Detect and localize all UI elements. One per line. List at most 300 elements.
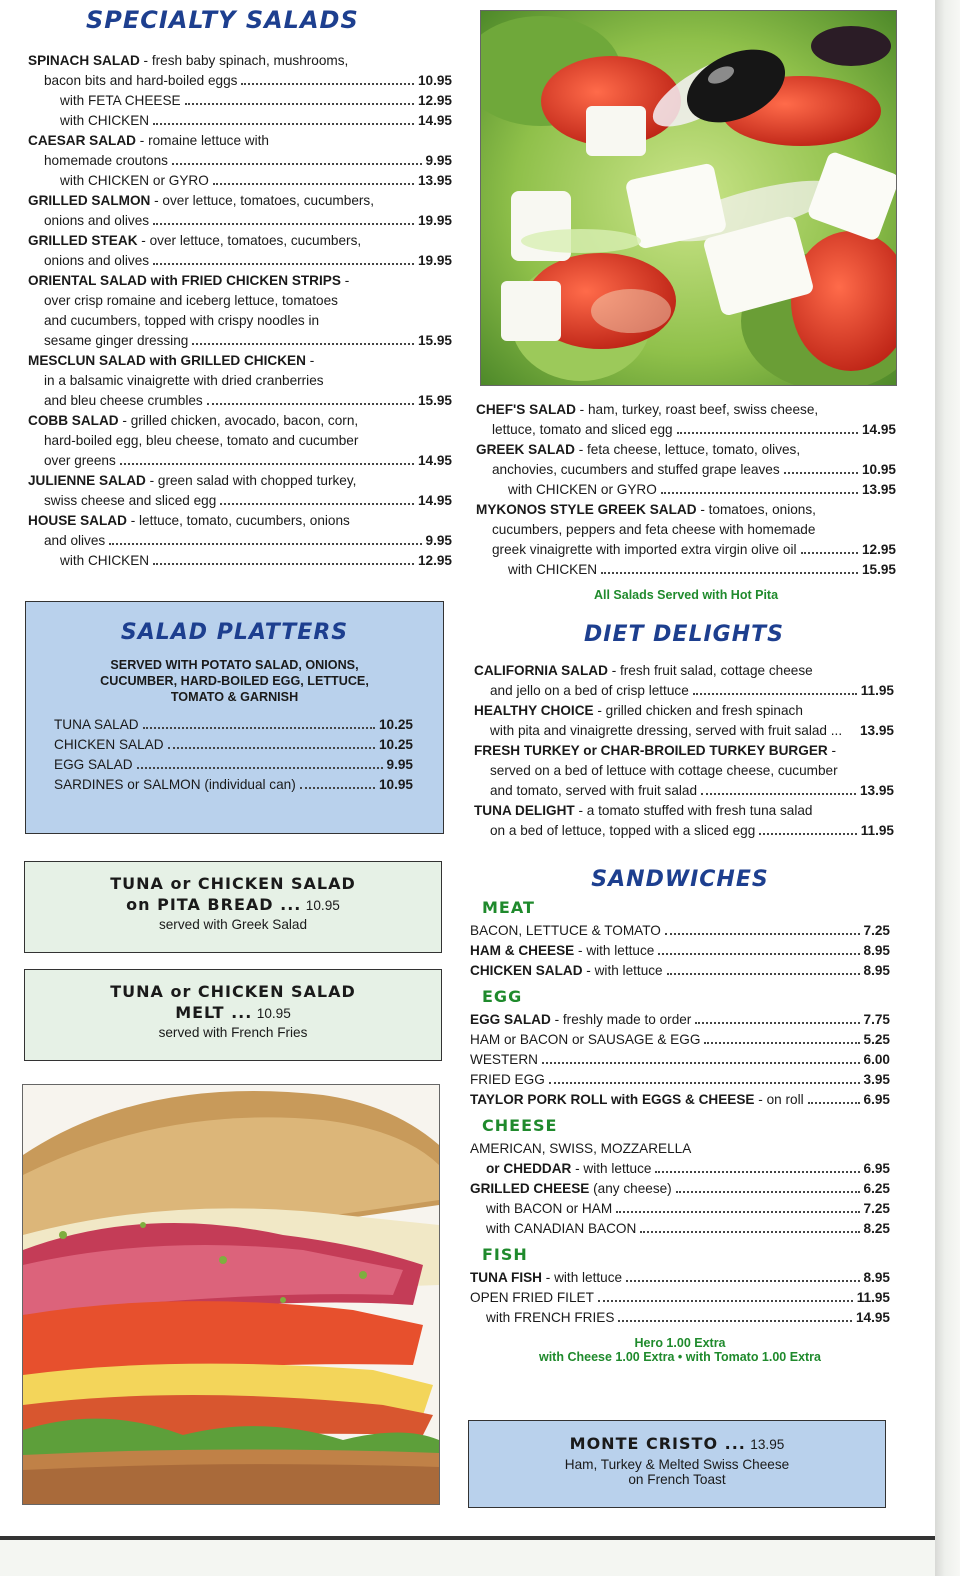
menu-line bbox=[54, 735, 413, 755]
sandwich-group-label: FISH bbox=[482, 1245, 528, 1264]
menu-item bbox=[28, 131, 452, 191]
menu-line bbox=[28, 71, 452, 91]
sandwich-extras-line2: with Cheese 1.00 Extra • with Tomato 1.00 Extra bbox=[538, 1350, 822, 1364]
menu-line bbox=[28, 91, 452, 111]
sandwich-group-label: CHEESE bbox=[482, 1116, 558, 1135]
menu-item-name: CALIFORNIA SALAD bbox=[474, 663, 608, 678]
menu-item-name: GRILLED SALMON bbox=[28, 193, 151, 208]
dot-leader bbox=[153, 223, 414, 225]
menu-line-text: lettuce, tomato and sliced egg bbox=[492, 422, 673, 437]
menu-line bbox=[28, 551, 452, 571]
dot-leader bbox=[626, 1280, 859, 1282]
menu-item bbox=[474, 741, 894, 801]
diet-delights-list bbox=[474, 661, 894, 841]
monte-cristo-line3: on French Toast bbox=[628, 1472, 726, 1487]
menu-item-price: 8.95 bbox=[863, 1270, 890, 1285]
menu-item-desc: - fresh baby spinach, mushrooms, bbox=[139, 53, 349, 68]
menu-line bbox=[28, 271, 452, 291]
menu-line-text bbox=[474, 661, 813, 681]
dot-leader bbox=[661, 492, 858, 494]
salad-platters-subtitle bbox=[26, 657, 443, 705]
menu-item-name: MESCLUN SALAD with GRILLED CHICKEN bbox=[28, 353, 306, 368]
menu-item-desc: - with lettuce bbox=[542, 1270, 623, 1285]
menu-item bbox=[28, 191, 452, 231]
menu-item-desc: - bbox=[305, 353, 315, 368]
menu-line-text: over crisp romaine and iceberg lettuce, tomatoes bbox=[44, 293, 338, 308]
menu-line bbox=[470, 1219, 890, 1239]
menu-line bbox=[28, 531, 452, 551]
menu-line bbox=[28, 111, 452, 131]
menu-line bbox=[28, 231, 452, 251]
menu-line bbox=[28, 171, 452, 191]
menu-line-text bbox=[474, 801, 812, 821]
menu-line bbox=[28, 291, 452, 311]
menu-line-text bbox=[470, 961, 663, 981]
menu-item-price: 19.95 bbox=[417, 253, 452, 268]
menu-line bbox=[476, 560, 896, 580]
menu-line-text: and tomato, served with fruit salad bbox=[490, 783, 698, 798]
menu-line-text bbox=[476, 400, 818, 420]
menu-item bbox=[476, 400, 896, 440]
menu-item-price: 8.25 bbox=[863, 1221, 890, 1236]
menu-item-price: 6.95 bbox=[863, 1161, 890, 1176]
dot-leader bbox=[549, 1082, 860, 1084]
menu-item-desc: - over lettuce, tomatoes, cucumbers, bbox=[150, 193, 374, 208]
menu-item bbox=[474, 661, 894, 701]
menu-item-price: 10.95 bbox=[861, 462, 896, 477]
menu-line bbox=[470, 921, 890, 941]
menu-item-name: HEALTHY CHOICE bbox=[474, 703, 594, 718]
dot-leader bbox=[168, 747, 375, 749]
menu-line bbox=[28, 511, 452, 531]
dot-leader bbox=[137, 767, 383, 769]
specialty-salads-title: SPECIALTY SALADS bbox=[86, 6, 359, 34]
menu-line-text bbox=[28, 191, 374, 211]
menu-line bbox=[476, 500, 896, 520]
menu-line-text: with CHICKEN bbox=[60, 113, 150, 128]
dot-leader bbox=[695, 1022, 859, 1024]
menu-item-desc: - grilled chicken and fresh spinach bbox=[593, 703, 803, 718]
menu-item-desc: - with lettuce bbox=[571, 1161, 652, 1176]
menu-line-text: in a balsamic vinaigrette with dried cranberries bbox=[44, 373, 324, 388]
menu-item-price: 11.95 bbox=[856, 1290, 890, 1305]
menu-item-price: 11.95 bbox=[860, 683, 894, 698]
page-bottom-rule bbox=[0, 1536, 935, 1540]
menu-line bbox=[28, 471, 452, 491]
menu-line-text: and jello on a bed of crisp lettuce bbox=[490, 683, 689, 698]
menu-line-text: AMERICAN, SWISS, MOZZARELLA bbox=[470, 1141, 692, 1156]
menu-line bbox=[470, 941, 890, 961]
tuna-pita-line3: served with Greek Salad bbox=[158, 917, 308, 932]
dot-leader bbox=[300, 787, 375, 789]
sandwich-group bbox=[470, 1268, 890, 1328]
menu-item-price: 9.95 bbox=[386, 757, 413, 772]
sandwich-group bbox=[470, 921, 890, 981]
menu-item-name: CAESAR SALAD bbox=[28, 133, 136, 148]
menu-item-price: 7.25 bbox=[863, 1201, 890, 1216]
menu-item bbox=[28, 351, 452, 411]
dot-leader bbox=[693, 693, 857, 695]
menu-line-text: FRIED EGG bbox=[470, 1072, 545, 1087]
menu-line bbox=[28, 391, 452, 411]
menu-line-text bbox=[28, 231, 361, 251]
menu-line-text: and olives bbox=[44, 533, 106, 548]
tuna-pita-line1: TUNA or CHICKEN SALAD bbox=[110, 874, 356, 893]
menu-item-desc: - on roll bbox=[754, 1092, 804, 1107]
tuna-melt-line2: MELT ... bbox=[175, 1003, 253, 1022]
sandwich-group bbox=[470, 1139, 890, 1239]
menu-line bbox=[474, 721, 894, 741]
menu-item-price: 15.95 bbox=[417, 333, 452, 348]
menu-item-price: 7.25 bbox=[863, 923, 890, 938]
menu-item-price: 9.95 bbox=[425, 153, 452, 168]
menu-item-name: HOUSE SALAD bbox=[28, 513, 127, 528]
menu-item bbox=[28, 231, 452, 271]
menu-item bbox=[28, 271, 452, 351]
menu-line bbox=[54, 715, 413, 735]
dot-leader bbox=[120, 463, 414, 465]
menu-line-text: served on a bed of lettuce with cottage cheese, cucumber bbox=[490, 763, 838, 778]
menu-item-price: 14.95 bbox=[417, 453, 452, 468]
menu-item-desc: (any cheese) bbox=[589, 1181, 672, 1196]
monte-cristo-price: 13.95 bbox=[750, 1437, 785, 1452]
menu-line-text: with FRENCH FRIES bbox=[486, 1310, 615, 1325]
right-salads-list bbox=[476, 400, 896, 580]
menu-line-text bbox=[28, 411, 358, 431]
menu-item-desc: - fresh fruit salad, cottage cheese bbox=[607, 663, 813, 678]
menu-line bbox=[474, 761, 894, 781]
dot-leader bbox=[153, 263, 414, 265]
sandwich-group-label: EGG bbox=[482, 987, 523, 1006]
menu-item bbox=[474, 801, 894, 841]
menu-item bbox=[476, 440, 896, 500]
menu-line-text: EGG SALAD bbox=[54, 757, 133, 772]
dot-leader bbox=[618, 1320, 852, 1322]
menu-item-name: JULIENNE SALAD bbox=[28, 473, 146, 488]
menu-item-price: 13.95 bbox=[859, 723, 894, 738]
dot-leader bbox=[677, 432, 858, 434]
salads-served-note: All Salads Served with Hot Pita bbox=[593, 588, 779, 602]
menu-line-text: with CHICKEN or GYRO bbox=[508, 482, 657, 497]
menu-line bbox=[28, 331, 452, 351]
salad-platters-title: SALAD PLATTERS bbox=[120, 620, 349, 645]
menu-item-price: 14.95 bbox=[417, 493, 452, 508]
menu-line bbox=[28, 351, 452, 371]
dot-leader bbox=[207, 403, 414, 405]
menu-item-name: SPINACH SALAD bbox=[28, 53, 140, 68]
menu-line-text: WESTERN bbox=[470, 1052, 538, 1067]
dot-leader bbox=[185, 103, 414, 105]
tuna-melt-line2-wrap bbox=[25, 1003, 441, 1023]
menu-item-price: 8.95 bbox=[863, 943, 890, 958]
menu-line bbox=[476, 480, 896, 500]
menu-item-name: GREEK SALAD bbox=[476, 442, 575, 457]
menu-item-price: 3.95 bbox=[863, 1072, 890, 1087]
menu-line bbox=[474, 661, 894, 681]
menu-item-price: 12.95 bbox=[417, 553, 452, 568]
menu-item-price: 15.95 bbox=[861, 562, 896, 577]
menu-line bbox=[476, 420, 896, 440]
menu-item bbox=[474, 701, 894, 741]
menu-item-price: 14.95 bbox=[855, 1310, 890, 1325]
menu-line-text: OPEN FRIED FILET bbox=[470, 1290, 594, 1305]
menu-line bbox=[476, 520, 896, 540]
menu-item-desc: - lettuce, tomato, cucumbers, onions bbox=[126, 513, 350, 528]
sandwich-group-label: MEAT bbox=[482, 898, 535, 917]
menu-line-text: with pita and vinaigrette dressing, served with fruit salad ... bbox=[490, 723, 843, 738]
menu-item-price: 10.95 bbox=[417, 73, 452, 88]
menu-line-text: with BACON or HAM bbox=[486, 1201, 613, 1216]
sandwich-extras-line1: Hero 1.00 Extra bbox=[634, 1336, 726, 1350]
menu-item-price: 12.95 bbox=[417, 93, 452, 108]
menu-item-desc: - with lettuce bbox=[582, 963, 663, 978]
monte-cristo-title-wrap bbox=[469, 1434, 885, 1454]
dot-leader bbox=[598, 1300, 853, 1302]
monte-cristo-box bbox=[468, 1420, 886, 1508]
menu-line bbox=[476, 400, 896, 420]
menu-line bbox=[476, 540, 896, 560]
menu-item-name: TAYLOR PORK ROLL with EGGS & CHEESE bbox=[470, 1092, 755, 1107]
menu-item-name: ORIENTAL SALAD with FRIED CHICKEN STRIPS bbox=[28, 273, 341, 288]
menu-line bbox=[470, 1288, 890, 1308]
dot-leader bbox=[701, 793, 856, 795]
menu-line bbox=[28, 431, 452, 451]
menu-line-text: onions and olives bbox=[44, 253, 150, 268]
menu-item-desc: - grilled chicken, avocado, bacon, corn, bbox=[118, 413, 359, 428]
platter-subtitle-line: TOMATO & GARNISH bbox=[170, 690, 299, 704]
diet-delights-title: DIET DELIGHTS bbox=[584, 622, 784, 647]
menu-line-text: sesame ginger dressing bbox=[44, 333, 189, 348]
menu-line-text bbox=[470, 1090, 804, 1110]
menu-item-price: 5.25 bbox=[863, 1032, 890, 1047]
menu-line bbox=[476, 460, 896, 480]
dot-leader bbox=[665, 933, 860, 935]
specialty-salads-section bbox=[28, 6, 452, 571]
menu-line-text: BACON, LETTUCE & TOMATO bbox=[470, 923, 661, 938]
menu-item-desc: - freshly made to order bbox=[550, 1012, 692, 1027]
menu-item-desc: - romaine lettuce with bbox=[136, 133, 269, 148]
menu-line-text: greek vinaigrette with imported extra virgin olive oil bbox=[492, 542, 797, 557]
menu-item-price: 10.25 bbox=[378, 737, 413, 752]
menu-item bbox=[28, 471, 452, 511]
menu-line bbox=[28, 451, 452, 471]
greek-salad-photo bbox=[480, 10, 897, 386]
menu-line bbox=[28, 371, 452, 391]
menu-line bbox=[474, 781, 894, 801]
menu-line-text: over greens bbox=[44, 453, 116, 468]
dot-leader bbox=[542, 1062, 860, 1064]
menu-line bbox=[28, 131, 452, 151]
dot-leader bbox=[153, 123, 414, 125]
menu-line bbox=[470, 961, 890, 981]
dot-leader bbox=[241, 83, 413, 85]
menu-line bbox=[28, 251, 452, 271]
menu-line-text bbox=[486, 1159, 651, 1179]
menu-item-price: 14.95 bbox=[861, 422, 896, 437]
dot-leader bbox=[601, 572, 858, 574]
menu-item-desc: - over lettuce, tomatoes, cucumbers, bbox=[137, 233, 362, 248]
tuna-melt-line1: TUNA or CHICKEN SALAD bbox=[110, 982, 356, 1001]
dot-leader bbox=[172, 163, 422, 165]
dot-leader bbox=[640, 1231, 859, 1233]
menu-line-text bbox=[470, 1179, 672, 1199]
menu-line bbox=[54, 755, 413, 775]
right-salads-section bbox=[476, 400, 896, 602]
sandwich-group bbox=[470, 1010, 890, 1110]
tuna-pita-box bbox=[24, 861, 442, 953]
menu-line bbox=[470, 1268, 890, 1288]
sandwiches-list bbox=[470, 898, 890, 1328]
sandwich-photo bbox=[22, 1084, 440, 1505]
menu-item bbox=[28, 51, 452, 131]
menu-item-price: 6.25 bbox=[863, 1181, 890, 1196]
menu-line-text bbox=[470, 1268, 622, 1288]
menu-line bbox=[470, 1179, 890, 1199]
menu-line-text bbox=[28, 51, 348, 71]
menu-line-text: with CANADIAN BACON bbox=[486, 1221, 637, 1236]
monte-cristo-line2: Ham, Turkey & Melted Swiss Cheese bbox=[564, 1457, 790, 1472]
menu-line bbox=[28, 51, 452, 71]
menu-line-text: with CHICKEN bbox=[508, 562, 598, 577]
menu-line bbox=[474, 821, 894, 841]
menu-line-text bbox=[28, 131, 269, 151]
menu-item-desc: - green salad with chopped turkey, bbox=[145, 473, 357, 488]
menu-item-price: 7.75 bbox=[863, 1012, 890, 1027]
sandwich-illustration bbox=[23, 1085, 439, 1504]
menu-line-text: HAM or BACON or SAUSAGE & EGG bbox=[470, 1032, 701, 1047]
menu-item-desc: - ham, turkey, roast beef, swiss cheese, bbox=[575, 402, 819, 417]
dot-leader bbox=[153, 563, 414, 565]
menu-line bbox=[474, 701, 894, 721]
menu-line bbox=[28, 151, 452, 171]
menu-line bbox=[470, 1030, 890, 1050]
dot-leader bbox=[658, 953, 859, 955]
menu-line bbox=[470, 1139, 890, 1159]
dot-leader bbox=[655, 1171, 859, 1173]
dot-leader bbox=[667, 973, 860, 975]
menu-item-price: 14.95 bbox=[417, 113, 452, 128]
tuna-pita-line2: on PITA BREAD ... bbox=[126, 895, 302, 914]
menu-line bbox=[476, 440, 896, 460]
dot-leader bbox=[784, 472, 858, 474]
salad-illustration bbox=[481, 11, 896, 385]
menu-line-text: hard-boiled egg, bleu cheese, tomato and cucumber bbox=[44, 433, 359, 448]
menu-line-text: and cucumbers, topped with crispy noodles in bbox=[44, 313, 320, 328]
dot-leader bbox=[676, 1191, 860, 1193]
menu-line-text: onions and olives bbox=[44, 213, 150, 228]
menu-line bbox=[28, 411, 452, 431]
menu-line bbox=[54, 775, 413, 795]
menu-line-text bbox=[474, 701, 803, 721]
salad-platters-box bbox=[25, 601, 444, 834]
menu-item-price: 13.95 bbox=[861, 482, 896, 497]
menu-item-price: 19.95 bbox=[417, 213, 452, 228]
dot-leader bbox=[192, 343, 414, 345]
menu-line bbox=[28, 491, 452, 511]
menu-line bbox=[470, 1159, 890, 1179]
menu-item-name: CHEF'S SALAD bbox=[476, 402, 576, 417]
menu-item-price: 6.00 bbox=[863, 1052, 890, 1067]
menu-item-desc: - tomatoes, onions, bbox=[696, 502, 816, 517]
menu-line-text bbox=[470, 941, 654, 961]
menu-item bbox=[28, 411, 452, 471]
menu-line-text: anchovies, cucumbers and stuffed grape leaves bbox=[492, 462, 780, 477]
dot-leader bbox=[801, 552, 858, 554]
menu-item-price: 6.95 bbox=[863, 1092, 890, 1107]
salad-platters-list bbox=[54, 715, 413, 795]
dot-leader bbox=[616, 1211, 859, 1213]
page-edge-shadow bbox=[935, 0, 960, 1576]
menu-item-name: MYKONOS STYLE GREEK SALAD bbox=[476, 502, 697, 517]
monte-cristo-title: MONTE CRISTO ... bbox=[569, 1434, 746, 1453]
menu-item-price: 11.95 bbox=[860, 823, 894, 838]
menu-line-text bbox=[474, 741, 836, 761]
sandwiches-title: SANDWICHES bbox=[591, 867, 769, 892]
dot-leader bbox=[220, 503, 414, 505]
diet-delights-section bbox=[474, 622, 894, 841]
dot-leader bbox=[213, 183, 414, 185]
menu-item-name: GRILLED STEAK bbox=[28, 233, 138, 248]
menu-line-text bbox=[476, 440, 800, 460]
menu-line-text: swiss cheese and sliced egg bbox=[44, 493, 217, 508]
menu-line-text bbox=[28, 271, 349, 291]
menu-item-name: TUNA DELIGHT bbox=[474, 803, 575, 818]
dot-leader bbox=[808, 1102, 860, 1104]
menu-item bbox=[476, 500, 896, 580]
menu-line bbox=[470, 1308, 890, 1328]
menu-line-text bbox=[470, 1010, 691, 1030]
menu-line-text: with CHICKEN bbox=[60, 553, 150, 568]
platter-subtitle-line: SERVED WITH POTATO SALAD, ONIONS, bbox=[110, 658, 359, 672]
menu-item-price: 8.95 bbox=[863, 963, 890, 978]
menu-item-name: TUNA FISH bbox=[470, 1270, 542, 1285]
tuna-melt-box bbox=[24, 969, 442, 1061]
dot-leader bbox=[759, 833, 856, 835]
menu-item-name: EGG SALAD bbox=[470, 1012, 551, 1027]
menu-line-text: on a bed of lettuce, topped with a sliced egg bbox=[490, 823, 756, 838]
menu-line bbox=[474, 801, 894, 821]
menu-item-name: or CHEDDAR bbox=[486, 1161, 572, 1176]
dot-leader bbox=[143, 727, 375, 729]
menu-line bbox=[470, 1010, 890, 1030]
menu-line-text: SARDINES or SALMON (individual can) bbox=[54, 777, 296, 792]
menu-line bbox=[474, 681, 894, 701]
sandwiches-section bbox=[470, 867, 890, 1364]
menu-item-name: HAM & CHEESE bbox=[470, 943, 575, 958]
menu-line-text: with CHICKEN or GYRO bbox=[60, 173, 209, 188]
menu-item-desc: - feta cheese, lettuce, tomato, olives, bbox=[574, 442, 801, 457]
menu-line bbox=[28, 211, 452, 231]
menu-line-text: TUNA SALAD bbox=[54, 717, 139, 732]
specialty-salads-list bbox=[28, 51, 452, 571]
menu-item-price: 15.95 bbox=[417, 393, 452, 408]
dot-leader bbox=[704, 1042, 859, 1044]
menu-item-name: FRESH TURKEY or CHAR-BROILED TURKEY BURGER bbox=[474, 743, 828, 758]
menu-line-text bbox=[28, 351, 314, 371]
menu-item-name: GRILLED CHEESE bbox=[470, 1181, 590, 1196]
menu-line bbox=[470, 1050, 890, 1070]
menu-line bbox=[28, 191, 452, 211]
menu-item-price: 12.95 bbox=[861, 542, 896, 557]
menu-item-price: 9.95 bbox=[425, 533, 452, 548]
tuna-melt-line3: served with French Fries bbox=[158, 1025, 308, 1040]
menu-item bbox=[28, 511, 452, 571]
menu-line bbox=[474, 741, 894, 761]
dot-leader bbox=[109, 543, 421, 545]
menu-item-desc: - a tomato stuffed with fresh tuna salad bbox=[574, 803, 813, 818]
menu-line-text: with FETA CHEESE bbox=[60, 93, 181, 108]
menu-item-desc: - bbox=[827, 743, 837, 758]
